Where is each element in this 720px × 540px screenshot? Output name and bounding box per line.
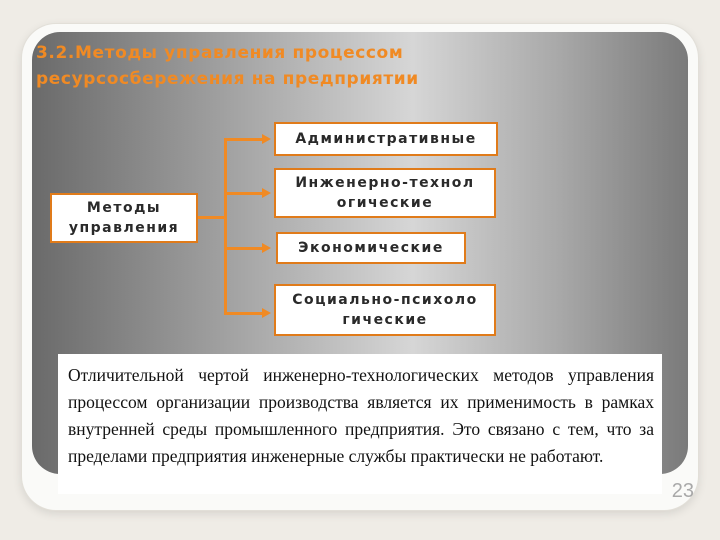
- connector-branch-3: [224, 247, 264, 250]
- connector-branch-1: [224, 138, 264, 141]
- connector-trunk: [224, 138, 227, 314]
- connector-root: [198, 216, 226, 219]
- connector-branch-2: [224, 192, 264, 195]
- arrow-3: [262, 243, 271, 253]
- arrow-4: [262, 308, 271, 318]
- page-number: 23: [671, 480, 694, 502]
- arrow-2: [262, 188, 271, 198]
- arrow-1: [262, 134, 271, 144]
- connector-branch-4: [224, 312, 264, 315]
- method-box-administrative: Административные: [274, 122, 498, 156]
- description-text: Отличительной чертой инженерно-технологических методов управления процессом организации производства является их применимость в рамках внутренней среды промышленного предприятия. Это связано с тем, что за пределами предприятия инженерные службы практически не работают.: [58, 354, 662, 494]
- method-box-economic: Экономические: [276, 232, 466, 264]
- method-box-engineering: Инженерно-технол огические: [274, 168, 496, 218]
- method-box-social-psychological: Социально-психоло гические: [274, 284, 496, 336]
- slide-title: 3.2.Методы управления процессом ресурсосбережения на предприятии: [36, 43, 419, 89]
- root-methods-box: Методы управления: [50, 193, 198, 243]
